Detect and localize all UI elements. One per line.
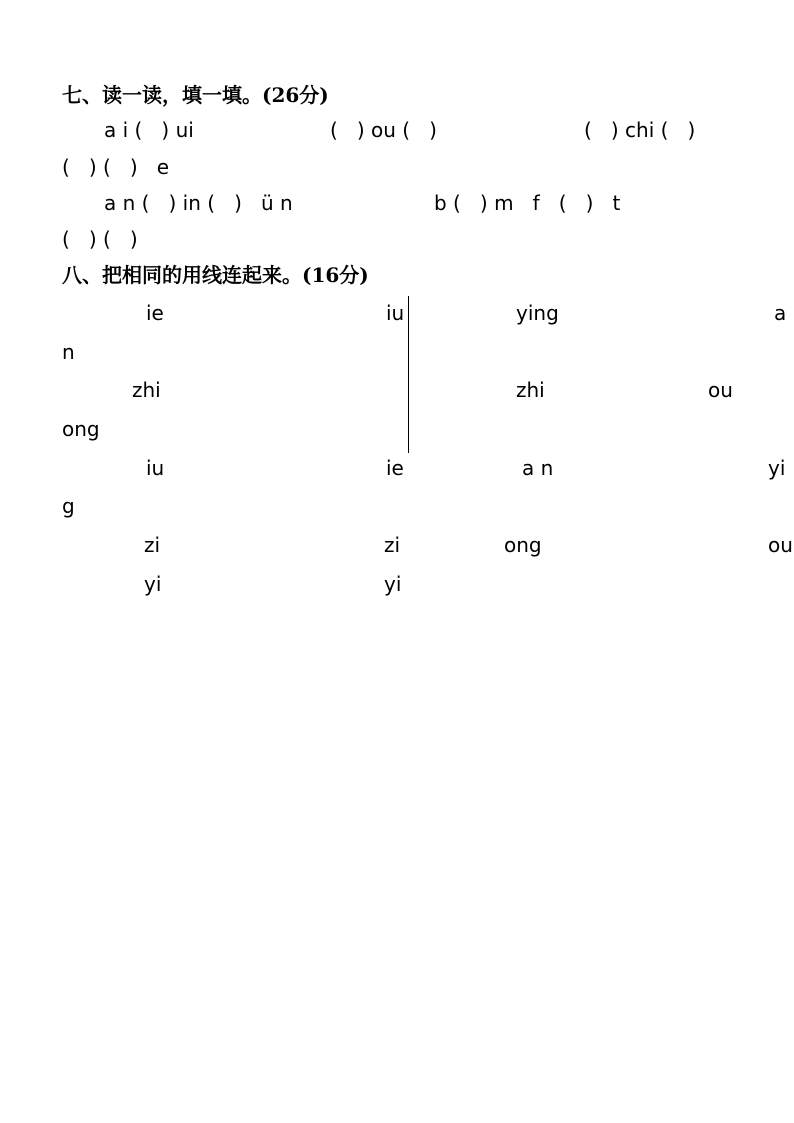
fill-row-1-group-c: ( ) chi ( )	[584, 118, 696, 142]
connecting-line	[408, 296, 409, 453]
match-item: zhi	[132, 378, 161, 402]
fill-row-1-group-a: a i ( ) ui	[104, 118, 194, 142]
match-item: zi	[144, 533, 161, 557]
match-item: zhi	[516, 378, 545, 402]
match-item: a	[774, 301, 787, 325]
match-item: ie	[146, 301, 164, 325]
match-item: yi	[768, 456, 786, 480]
match-item-wrap: ong	[62, 417, 100, 441]
match-item: ong	[504, 533, 542, 557]
fill-row-1-wrap: ( ) ( ) e	[62, 155, 170, 179]
fill-row-2-group-b: b ( ) m f ( ) t	[434, 191, 621, 215]
match-item: yi	[144, 572, 162, 596]
section-7-heading: 七、读一读，填一填。(26分)	[62, 83, 329, 107]
match-item: ie	[386, 456, 404, 480]
match-item: ou	[708, 378, 733, 402]
match-item: ou	[768, 533, 793, 557]
fill-row-2-group-a: a n ( ) in ( ) ü n	[104, 191, 293, 215]
fill-row-2-wrap: ( ) ( )	[62, 227, 138, 251]
match-item: zi	[384, 533, 401, 557]
match-item: a n	[522, 456, 554, 480]
match-item: ying	[516, 301, 559, 325]
fill-row-1-group-b: ( ) ou ( )	[330, 118, 437, 142]
section-8-heading: 八、把相同的用线连起来。(16分)	[62, 263, 369, 287]
match-item: iu	[146, 456, 165, 480]
match-item: yi	[384, 572, 402, 596]
match-item-wrap: g	[62, 494, 75, 518]
match-item-wrap: n	[62, 340, 75, 364]
match-item: iu	[386, 301, 405, 325]
